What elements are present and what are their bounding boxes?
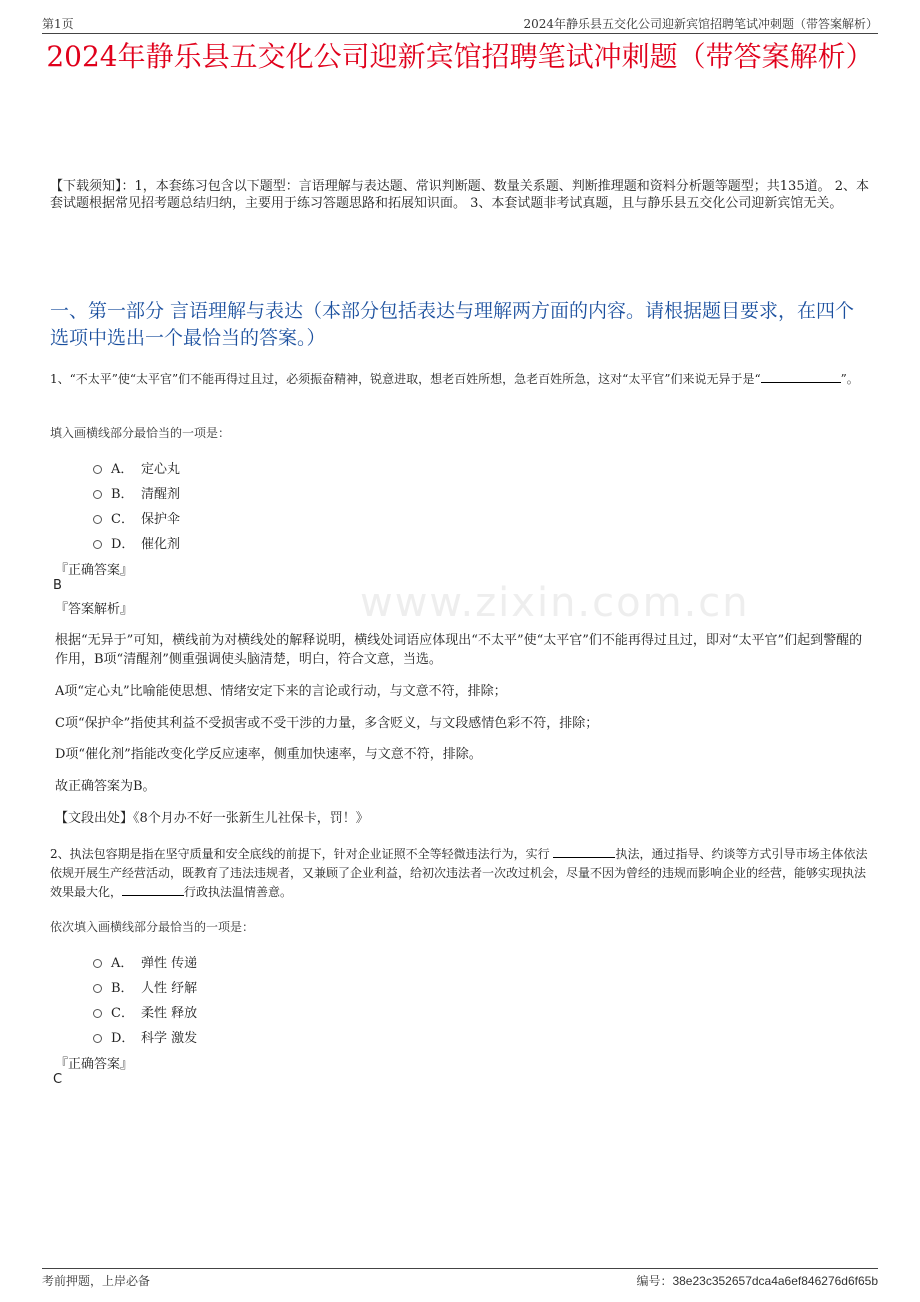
q2-stem-text: 行政执法温情善意。 — [184, 885, 293, 899]
option-text: 人性 纾解 — [141, 981, 198, 996]
option-letter: C． — [111, 512, 134, 527]
footer-rule — [42, 1268, 878, 1269]
q2-answer: C — [53, 1072, 63, 1087]
q2-prompt: 依次填入画横线部分最恰当的一项是： — [50, 920, 255, 934]
watermark: www.zixin.com.cn — [360, 580, 750, 626]
code-label: 编号： — [636, 1274, 673, 1288]
q1-option-c[interactable] — [93, 508, 180, 527]
question-2-stem — [50, 845, 870, 902]
option-text: 催化剂 — [141, 537, 181, 552]
q1-option-b[interactable] — [93, 483, 180, 502]
option-letter: D． — [111, 1031, 135, 1046]
q1-prompt: 填入画横线部分最恰当的一项是： — [50, 426, 231, 440]
fill-blank — [761, 370, 841, 383]
radio-icon[interactable] — [93, 515, 102, 524]
q1-analysis-para-3: C项“保护伞”指使其利益不受损害或不受干涉的力量，多含贬义，与文段感情色彩不符，排除； — [55, 716, 599, 731]
q1-option-a[interactable] — [93, 458, 180, 477]
download-notice: 【下载须知】：1，本套练习包含以下题型：言语理解与表达题、常识判断题、数量关系题、判断推理题和资料分析题等题型；共135道。 2、本套试题根据常见招考题总结归纳，主要用于练习答题思路和拓展知识面。 3、本套试题非考试真题，且与静乐县五交化公司迎新宾馆无关。 — [50, 179, 869, 211]
radio-icon[interactable] — [93, 959, 102, 968]
question-1-stem — [50, 370, 870, 389]
option-letter: D． — [111, 537, 135, 552]
q1-option-d[interactable] — [93, 533, 180, 552]
radio-icon[interactable] — [93, 465, 102, 474]
code-value: 38e23c352657dca4a6ef846276d6f65b — [672, 1274, 878, 1288]
q1-analysis-para-1: 根据“无异于”可知，横线前为对横线处的解释说明，横线处词语应体现出“不太平”使“太平官”们不能再得过且过，即对“太平官”们起到警醒的作用，B项“清醒剂”侧重强调使头脑清楚，明白，符合文意，当选。 — [55, 633, 863, 667]
option-text: 柔性 释放 — [141, 1006, 198, 1021]
q1-stem-end: ”。 — [840, 372, 859, 386]
radio-icon[interactable] — [93, 984, 102, 993]
radio-icon[interactable] — [93, 540, 102, 549]
q2-option-c[interactable] — [93, 1002, 197, 1021]
q1-analysis-para-5: 故正确答案为B。 — [55, 779, 156, 794]
q1-source: 【文段出处】《8个月办不好一张新生儿社保卡，罚！》 — [55, 811, 369, 826]
q2-answer-label: 『正确答案』 — [55, 1057, 134, 1072]
page-title: 2024年静乐县五交化公司迎新宾馆招聘笔试冲刺题（带答案解析） — [46, 40, 874, 73]
option-letter: B． — [111, 981, 134, 996]
option-text: 保护伞 — [141, 512, 181, 527]
fill-blank — [553, 845, 615, 858]
option-text: 清醒剂 — [141, 487, 181, 502]
option-text: 弹性 传递 — [141, 956, 198, 971]
q2-option-d[interactable] — [93, 1027, 197, 1046]
option-letter: C． — [111, 1006, 134, 1021]
q2-option-a[interactable] — [93, 952, 197, 971]
footer-slogan: 考前押题，上岸必备 — [42, 1274, 151, 1288]
q1-analysis-para-4: D项“催化剂”指能改变化学反应速率，侧重加快速率，与文意不符，排除。 — [55, 747, 482, 762]
q2-option-b[interactable] — [93, 977, 197, 996]
q1-answer-label: 『正确答案』 — [55, 563, 134, 578]
option-text: 科学 激发 — [141, 1031, 198, 1046]
header-rule — [42, 33, 878, 34]
q2-stem-text: 执法，通过指导、约谈等方式引导市场主体依法依规开展生产经营活动，既教育了违法违规者，又兼顾了企业利益，给初次违法者一次改过机会，尽量不因为曾经的违规而影响企业的经营，能够实现执法效果最大化， — [50, 847, 868, 899]
radio-icon[interactable] — [93, 1034, 102, 1043]
q1-analysis-label: 『答案解析』 — [55, 602, 134, 617]
radio-icon[interactable] — [93, 490, 102, 499]
option-letter: B． — [111, 487, 134, 502]
option-text: 定心丸 — [141, 462, 181, 477]
fill-blank — [122, 883, 184, 896]
q1-analysis-para-2: A项“定心丸”比喻能使思想、情绪安定下来的言论或行动，与文意不符，排除； — [55, 684, 507, 699]
q1-answer: B — [53, 578, 62, 593]
option-letter: A． — [111, 956, 134, 971]
running-title: 2024年静乐县五交化公司迎新宾馆招聘笔试冲刺题（带答案解析） — [523, 17, 878, 31]
q2-stem-text: 2、执法包容期是指在坚守质量和安全底线的前提下，针对企业证照不全等轻微违法行为，实行 — [50, 847, 554, 861]
footer-code — [636, 1272, 878, 1289]
section-heading: 一、第一部分 言语理解与表达（本部分包括表达与理解两方面的内容。请根据题目要求，在四个选项中选出一个最恰当的答案。） — [50, 300, 855, 349]
q1-stem-text: 1、“不太平”使“太平官”们不能再得过且过，必须振奋精神，锐意进取，想老百姓所想，急老百姓所急，这对“太平官”们来说无异于是“ — [50, 372, 761, 386]
radio-icon[interactable] — [93, 1009, 102, 1018]
page-number: 第1页 — [42, 17, 74, 31]
option-letter: A． — [111, 462, 134, 477]
